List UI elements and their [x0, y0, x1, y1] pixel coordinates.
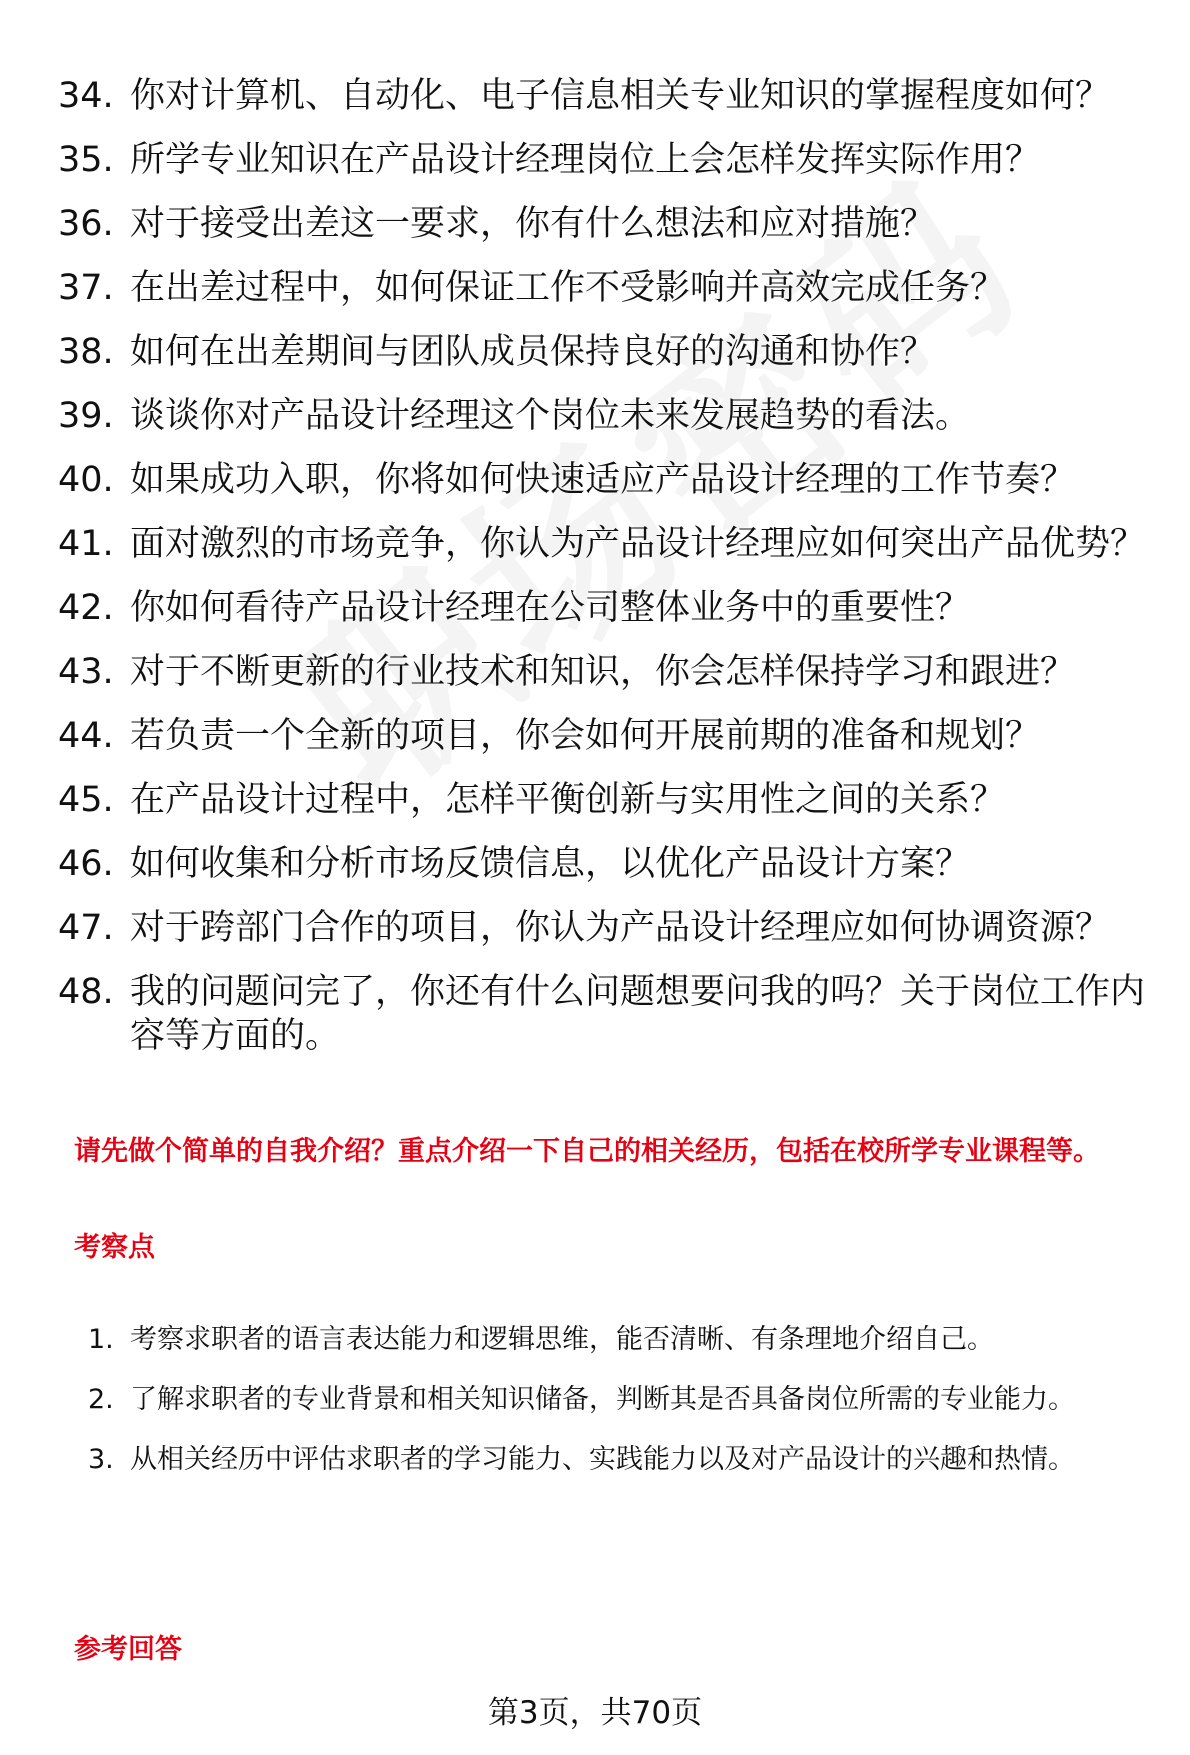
question-number: 38. — [58, 332, 114, 372]
question-text: 所学专业知识在产品设计经理岗位上会怎样发挥实际作用？ — [130, 140, 1041, 180]
point-number: 1. — [88, 1324, 114, 1355]
question-number: 36. — [58, 204, 114, 244]
question-list — [58, 74, 1158, 1078]
question-item — [58, 330, 1158, 374]
section-heading-answer: 参考回答 — [74, 1634, 182, 1665]
question-number: 46. — [58, 844, 114, 884]
question-text: 如何在出差期间与团队成员保持良好的沟通和协作？ — [130, 332, 936, 372]
question-number: 48. — [58, 972, 114, 1012]
section-heading-examine: 考察点 — [74, 1232, 155, 1263]
question-number: 40. — [58, 460, 114, 500]
question-text: 你对计算机、自动化、电子信息相关专业知识的掌握程度如何？ — [130, 76, 1111, 116]
point-text: 从相关经历中评估求职者的学习能力、实践能力以及对产品设计的兴趣和热情。 — [130, 1444, 1075, 1475]
question-text: 谈谈你对产品设计经理这个岗位未来发展趋势的看法。 — [130, 396, 971, 436]
question-text: 你如何看待产品设计经理在公司整体业务中的重要性？ — [130, 588, 971, 628]
question-item — [58, 522, 1158, 566]
question-item — [58, 778, 1158, 822]
question-text: 面对激烈的市场竞争，你认为产品设计经理应如何突出产品优势？ — [130, 524, 1146, 564]
question-number: 37. — [58, 268, 114, 308]
highlight-question: 请先做个简单的自我介绍？重点介绍一下自己的相关经历，包括在校所学专业课程等。 — [74, 1136, 1100, 1167]
question-item — [58, 74, 1158, 118]
question-text: 在产品设计过程中，怎样平衡创新与实用性之间的关系？ — [130, 780, 1006, 820]
question-number: 43. — [58, 652, 114, 692]
question-item — [58, 586, 1158, 630]
question-number: 34. — [58, 76, 114, 116]
question-number: 39. — [58, 396, 114, 436]
question-number: 41. — [58, 524, 114, 564]
question-number: 44. — [58, 716, 114, 756]
point-text: 了解求职者的专业背景和相关知识储备，判断其是否具备岗位所需的专业能力。 — [130, 1384, 1075, 1415]
question-item — [58, 202, 1158, 246]
point-number: 2. — [88, 1384, 114, 1415]
question-item — [58, 714, 1158, 758]
question-item — [58, 138, 1158, 182]
question-number: 45. — [58, 780, 114, 820]
question-item — [58, 266, 1158, 310]
question-item — [58, 650, 1158, 694]
question-item — [58, 842, 1158, 886]
examine-point — [88, 1370, 1148, 1430]
question-text: 如何收集和分析市场反馈信息，以优化产品设计方案？ — [130, 844, 971, 884]
question-text: 我的问题问完了，你还有什么问题想要问我的吗？关于岗位工作内容等方面的。 — [130, 972, 1146, 1056]
question-text: 如果成功入职，你将如何快速适应产品设计经理的工作节奏？ — [130, 460, 1076, 500]
question-text: 对于不断更新的行业技术和知识，你会怎样保持学习和跟进？ — [130, 652, 1076, 692]
question-number: 35. — [58, 140, 114, 180]
point-number: 3. — [88, 1444, 114, 1475]
page-footer: 第3页，共70页 — [487, 1695, 703, 1731]
examine-point-list — [88, 1310, 1148, 1490]
point-text: 考察求职者的语言表达能力和逻辑思维，能否清晰、有条理地介绍自己。 — [130, 1324, 994, 1355]
question-number: 42. — [58, 588, 114, 628]
question-text: 对于跨部门合作的项目，你认为产品设计经理应如何协调资源？ — [130, 908, 1111, 948]
question-number: 47. — [58, 908, 114, 948]
question-item — [58, 906, 1158, 950]
question-text: 对于接受出差这一要求，你有什么想法和应对措施？ — [130, 204, 936, 244]
question-text: 在出差过程中，如何保证工作不受影响并高效完成任务？ — [130, 268, 1006, 308]
question-item — [58, 394, 1158, 438]
question-item — [58, 970, 1158, 1058]
examine-point — [88, 1430, 1148, 1490]
question-text: 若负责一个全新的项目，你会如何开展前期的准备和规划？ — [130, 716, 1041, 756]
question-item — [58, 458, 1158, 502]
examine-point — [88, 1310, 1148, 1370]
